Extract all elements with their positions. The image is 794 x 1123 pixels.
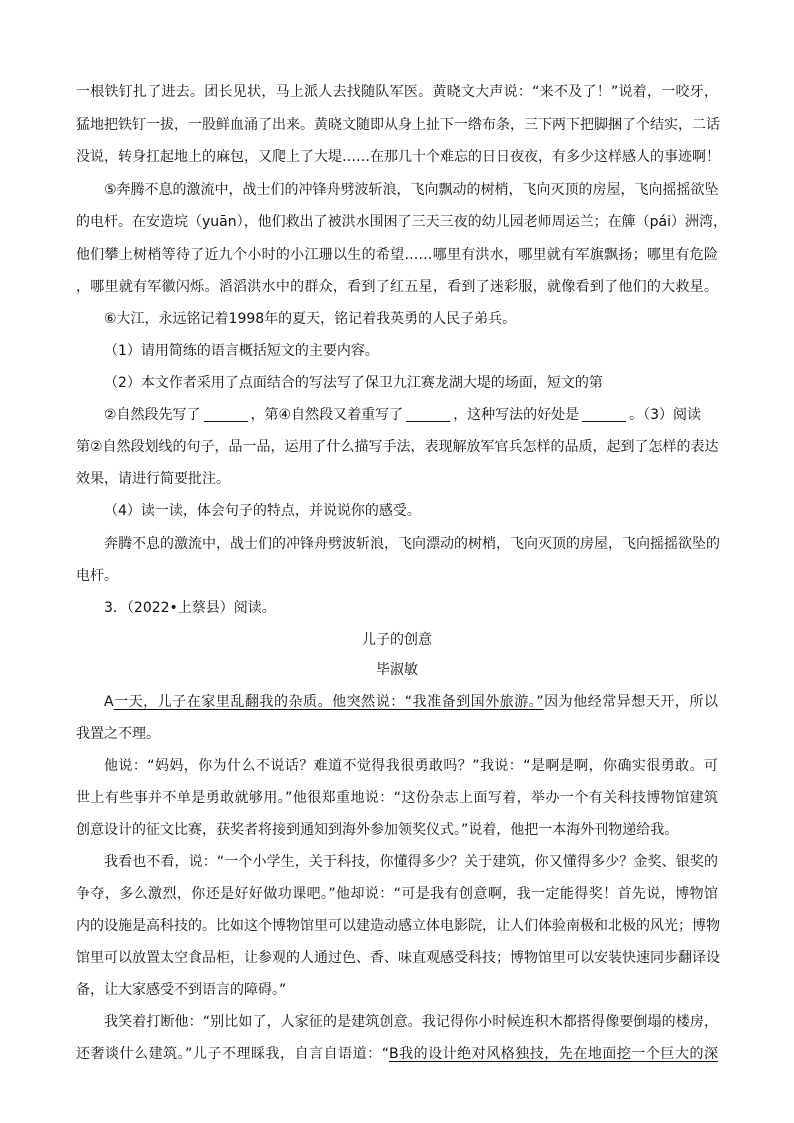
marker-a: A bbox=[104, 694, 114, 710]
question-2: （2）本文作者采用了点面结合的写法写了保卫九江赛龙湖大堤的场面，短文的第 bbox=[104, 375, 603, 391]
text-line: 争夺，多么激烈，你还是好好做功课吧。”他却说：“可是我有创意啊，我一定能得奖！首先说，博物馆 bbox=[76, 886, 718, 902]
text-segment: ②自然段先写了 bbox=[104, 407, 201, 423]
text-line: 馆里可以放置太空食品柜，让参观的人通过色、香、味直观感受科技；博物馆里可以安装快速同步翻译设 bbox=[76, 950, 720, 966]
text-line: 猛地把铁钉一拔，一股鲜血涌了出来。黄晓文随即从身上扯下一绺布条，三下两下把脚捆了个结实，二话 bbox=[76, 117, 720, 133]
text-line: 他说：“妈妈，你为什么不说话？难道不觉得我很勇敢吗？”我说：“是啊是啊，你确实很勇敢。可 bbox=[104, 758, 718, 774]
underlined-sentence-a: 一天，儿子在家里乱翻我的杂质。他突然说：“我准备到国外旅游。” bbox=[113, 694, 544, 710]
text-segment: ，这种写法的好处是 bbox=[453, 407, 580, 423]
text-segment: 因为他经常异想天开，所以 bbox=[543, 694, 719, 710]
text-line: 内的设施是高科技的。比如这个博物馆里可以建造动感立体电影院，让人们体验南极和北极的风光；博物 bbox=[76, 918, 720, 934]
text-line: ，哪里就有军徽闪烁。滔滔洪水中的群众，看到了红五星，看到了迷彩服，就像看到了他们的大救星。 bbox=[76, 279, 718, 295]
text-segment: 。（3）阅读 bbox=[629, 407, 702, 423]
question-4-sentence: 电杆。 bbox=[76, 568, 118, 584]
question-2-blanks-line bbox=[104, 405, 718, 425]
question-4: （4）读一读，体会句子的特点，并说说你的感受。 bbox=[104, 503, 421, 519]
answer-blank[interactable] bbox=[204, 407, 248, 422]
article-line-b bbox=[76, 1044, 718, 1064]
text-line: 备，让大家感受不到语言的障碍。” bbox=[76, 982, 287, 998]
question-3-line: 第②自然段划线的句子，品一品，运用了什么描写手法，表现解放军官兵怎样的品质，起到了怎样的表达 bbox=[76, 439, 719, 455]
text-line: 我笑着打断他：“别比如了，人家征的是建筑创意。我记得你小时候连积木都搭得像要倒塌的楼房， bbox=[104, 1014, 718, 1030]
question-1: （1）请用简练的语言概括短文的主要内容。 bbox=[104, 343, 379, 359]
paragraph-6-line: ⑥大江，永远铭记着1998年的夏天，铭记着我英勇的人民子弟兵。 bbox=[104, 311, 517, 327]
paragraph-5-line: ⑤奔腾不息的激流中，战士们的冲锋舟劈波斩浪，飞向飘动的树梢，飞向灭顶的房屋，飞向摇摇欲坠 bbox=[104, 182, 719, 198]
text-segment: 还奢谈什么建筑。”儿子不理睬我，自言自语道：“ bbox=[76, 1046, 389, 1062]
question-3-line: 效果，请进行简要批注。 bbox=[76, 471, 230, 487]
question-4-sentence: 奔腾不息的激流中，战士们的冲锋舟劈波斩浪，飞向漂动的树梢，飞向灭顶的房屋，飞向摇摇欲坠的 bbox=[104, 536, 720, 552]
text-line: 世上有些事并不单是勇敢就够用。”他很郑重地说：“这份杂志上面写着，举办一个有关科技博物馆建筑 bbox=[76, 790, 718, 806]
article-title: 儿子的创意 bbox=[362, 632, 432, 648]
text-line: 我看也不看，说：“一个小学生，关于科技，你懂得多少？关于建筑，你又懂得多少？金奖、银奖的 bbox=[104, 854, 718, 870]
answer-blank[interactable] bbox=[406, 407, 450, 422]
text-segment: ，第④自然段又着重写了 bbox=[250, 407, 404, 423]
text-line: 我置之不理。 bbox=[76, 726, 160, 742]
text-line: 创意设计的征文比赛，获奖者将接到通知到海外参加领奖仪式。”说着，他把一本海外刊物递给我。 bbox=[76, 822, 679, 838]
section-3-heading: 3．（2022•上蔡县）阅读。 bbox=[104, 600, 276, 616]
text-line: 没说，转身扛起地上的麻包，又爬上了大堤……在那几十个难忘的日日夜夜，有多少这样感人的事迹啊！ bbox=[76, 149, 720, 165]
text-line: 他们攀上树梢等待了近九个小时的小江珊以生的希望……哪里有洪水，哪里就有军旗飘扬；哪里有危险 bbox=[76, 247, 718, 263]
underlined-sentence-b: B我的设计绝对风格独技，先在地面挖一个巨大的深 bbox=[388, 1046, 718, 1062]
text-line: 一根铁钉扎了进去。团长见状，马上派人去找随队军医。黄晓文大声说：“来不及了！”说着，一咬牙， bbox=[76, 84, 718, 100]
answer-blank[interactable] bbox=[582, 407, 626, 422]
article-author: 毕淑敏 bbox=[376, 662, 418, 678]
article-line-a bbox=[104, 692, 718, 712]
text-line: 的电杆。在安造垸（yuān），他们救出了被洪水围困了三天三夜的幼儿园老师周运兰；在簰（pái）洲湾， bbox=[76, 214, 727, 230]
